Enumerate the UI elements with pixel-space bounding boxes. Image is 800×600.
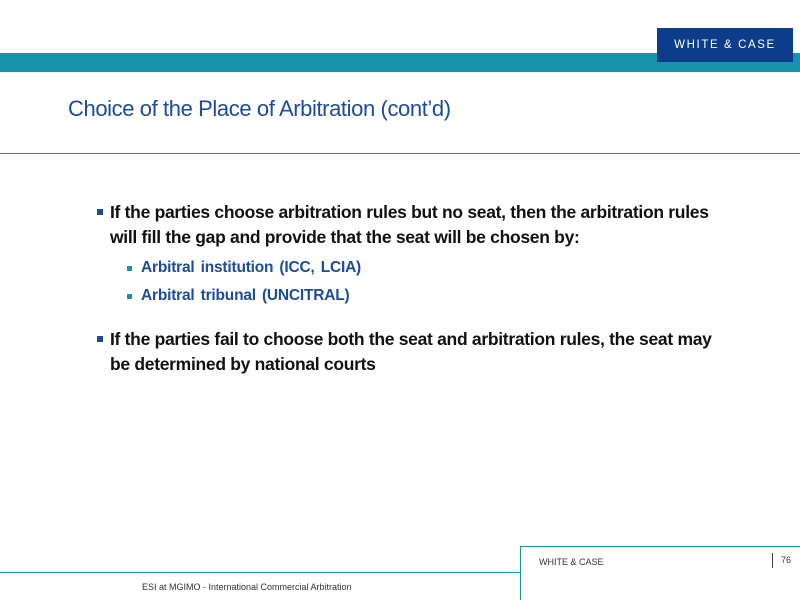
bullet-text: If the parties fail to choose both the seat and arbitration rules, the seat may be determined by national courts (110, 329, 712, 374)
sub-bullet-item (125, 285, 734, 307)
slide-title: Choice of the Place of Arbitration (cont’d) (68, 96, 451, 121)
square-bullet-icon (97, 336, 103, 342)
bullet-item (94, 200, 734, 250)
brand-logo-text: WHITE & CASE (674, 39, 776, 51)
footer-separator (772, 553, 773, 568)
sub-bullet-text: Arbitral institution (ICC, LCIA) (141, 259, 362, 276)
square-bullet-icon (127, 294, 132, 299)
sub-bullet-text: Arbitral tribunal (UNCITRAL) (141, 287, 350, 304)
slide-content (94, 200, 734, 377)
footer-brand: WHITE & CASE (539, 557, 604, 567)
footer-right-frame (520, 546, 800, 600)
title-divider (0, 153, 800, 154)
brand-logo (657, 28, 793, 62)
bullet-text: If the parties choose arbitration rules but no seat, then the arbitration rules will fill the gap and provide that the seat will be chosen by: (110, 202, 709, 247)
footer-course-title: ESI at MGIMO - International Commercial Arbitration (142, 582, 352, 592)
square-bullet-icon (127, 266, 132, 271)
bullet-item (94, 327, 734, 377)
square-bullet-icon (97, 209, 103, 215)
sub-bullet-item (125, 257, 734, 279)
page-number: 76 (781, 555, 792, 565)
sub-bullet-list (94, 257, 734, 307)
